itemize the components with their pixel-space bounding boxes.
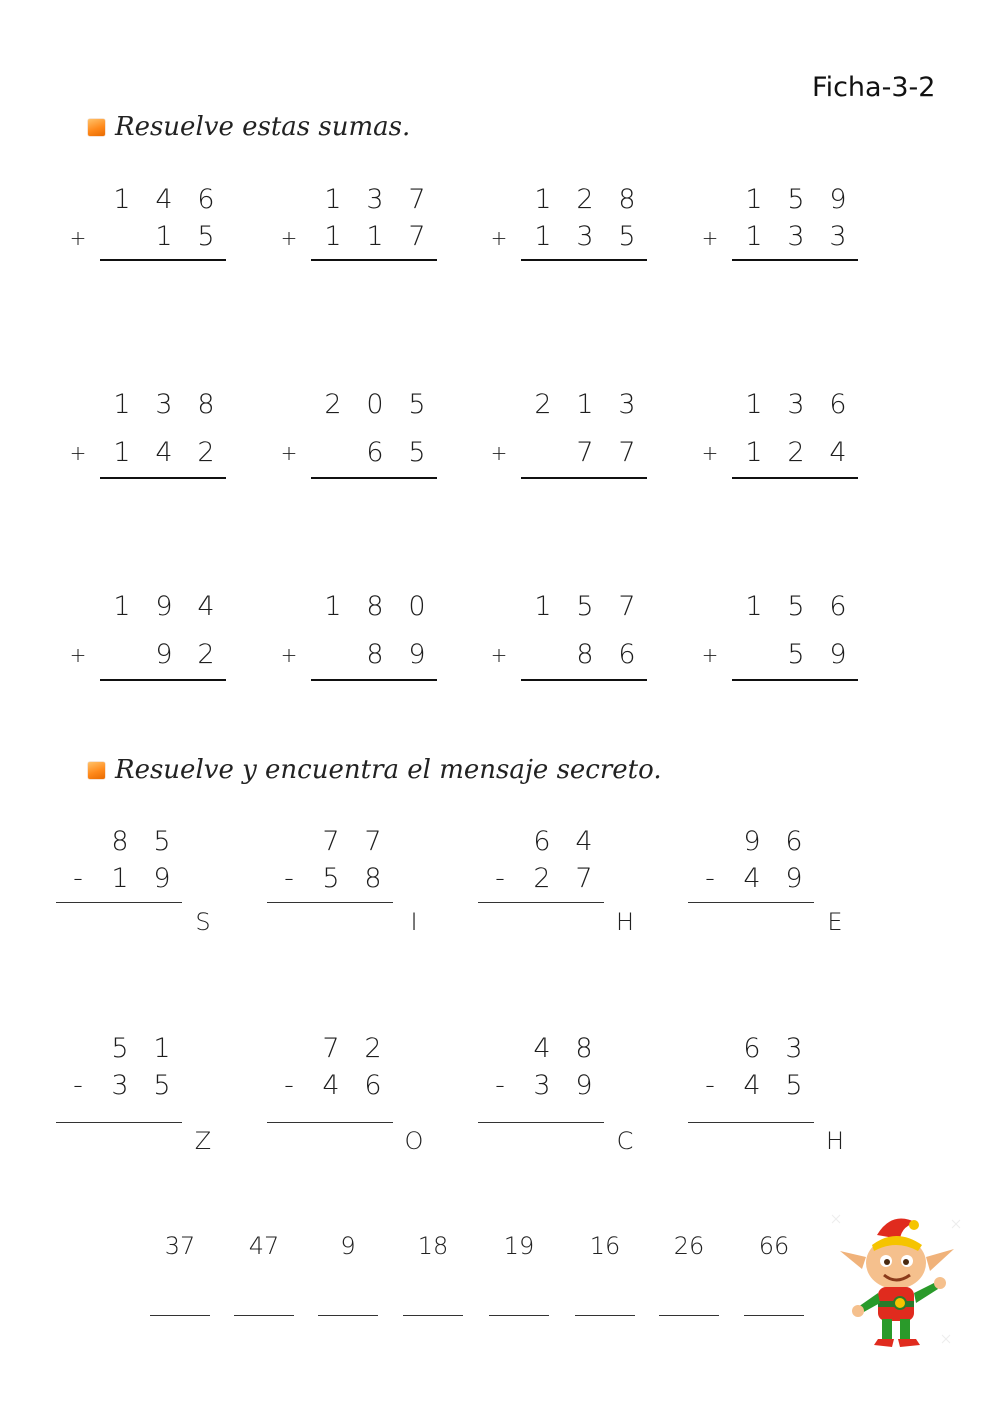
bottom-digit: 1 xyxy=(745,437,763,468)
bottom-digit: 9 xyxy=(153,863,171,894)
subtraction-problem xyxy=(478,1034,678,1164)
subtraction-line xyxy=(478,1122,604,1123)
plus-sign: + xyxy=(701,643,719,667)
plus-sign: + xyxy=(490,226,508,250)
top-digit: 1 xyxy=(745,184,763,215)
top-digit: 3 xyxy=(618,389,636,420)
answer-blank xyxy=(234,1315,294,1316)
code-letter: S xyxy=(195,908,211,936)
bottom-digit: 2 xyxy=(197,437,215,468)
bottom-digit: 5 xyxy=(408,437,426,468)
instruction-text: Resuelve estas sumas. xyxy=(115,112,411,142)
top-digit: 2 xyxy=(576,184,594,215)
addition-problem xyxy=(491,390,691,520)
elf-icon xyxy=(822,1205,972,1355)
subtraction-problem xyxy=(688,1034,888,1164)
bottom-digit: 4 xyxy=(322,1070,340,1101)
subtraction-problem xyxy=(267,827,467,957)
top-digit: 1 xyxy=(534,184,552,215)
code-letter: C xyxy=(616,1127,634,1155)
top-digit: 5 xyxy=(787,591,805,622)
code-letter: E xyxy=(827,908,843,936)
top-digit: 9 xyxy=(829,184,847,215)
subtraction-line xyxy=(267,902,393,903)
code-letter: H xyxy=(825,1127,845,1155)
addition-problem xyxy=(491,185,691,315)
bottom-digit: 9 xyxy=(829,639,847,670)
plus-sign: + xyxy=(701,226,719,250)
subtraction-line xyxy=(688,902,814,903)
top-digit: 1 xyxy=(113,184,131,215)
answer-blank xyxy=(150,1315,210,1316)
bottom-digit: 8 xyxy=(364,863,382,894)
plus-sign: + xyxy=(69,226,87,250)
minus-sign: - xyxy=(495,863,505,894)
bottom-digit: 7 xyxy=(408,221,426,252)
bottom-digit: 6 xyxy=(364,1070,382,1101)
top-digit: 5 xyxy=(153,826,171,857)
top-digit: 8 xyxy=(197,389,215,420)
plus-sign: + xyxy=(490,643,508,667)
code-number: 19 xyxy=(503,1232,535,1260)
subtraction-line xyxy=(688,1122,814,1123)
top-digit: 7 xyxy=(322,1033,340,1064)
bottom-digit: 2 xyxy=(787,437,805,468)
bottom-digit: 1 xyxy=(155,221,173,252)
bottom-digit: 3 xyxy=(787,221,805,252)
sum-line xyxy=(732,477,858,479)
bottom-digit: 7 xyxy=(576,437,594,468)
answer-blank xyxy=(575,1315,635,1316)
minus-sign: - xyxy=(495,1070,505,1101)
bottom-digit: 9 xyxy=(785,863,803,894)
bottom-digit: 5 xyxy=(787,639,805,670)
top-digit: 4 xyxy=(575,826,593,857)
bottom-digit: 7 xyxy=(618,437,636,468)
instruction-additions xyxy=(88,110,410,144)
top-digit: 7 xyxy=(364,826,382,857)
addition-problem xyxy=(491,592,691,722)
addition-problem xyxy=(281,390,481,520)
code-number: 18 xyxy=(417,1232,449,1260)
code-number: 26 xyxy=(673,1232,705,1260)
top-digit: 7 xyxy=(322,826,340,857)
top-digit: 0 xyxy=(408,591,426,622)
top-digit: 3 xyxy=(155,389,173,420)
top-digit: 1 xyxy=(324,184,342,215)
sum-line xyxy=(311,679,437,681)
top-digit: 7 xyxy=(618,591,636,622)
top-digit: 6 xyxy=(743,1033,761,1064)
top-digit: 6 xyxy=(533,826,551,857)
bottom-digit: 9 xyxy=(155,639,173,670)
top-digit: 8 xyxy=(366,591,384,622)
top-digit: 3 xyxy=(785,1033,803,1064)
top-digit: 1 xyxy=(745,389,763,420)
sum-line xyxy=(732,259,858,261)
answer-blank xyxy=(403,1315,463,1316)
plus-sign: + xyxy=(69,441,87,465)
subtraction-line xyxy=(267,1122,393,1123)
answer-blank xyxy=(318,1315,378,1316)
top-digit: 1 xyxy=(113,389,131,420)
addition-problem xyxy=(702,185,902,315)
top-digit: 3 xyxy=(787,389,805,420)
bottom-digit: 8 xyxy=(576,639,594,670)
top-digit: 9 xyxy=(155,591,173,622)
answer-blank xyxy=(744,1315,804,1316)
subtraction-problem xyxy=(56,1034,256,1164)
plus-sign: + xyxy=(701,441,719,465)
top-digit: 5 xyxy=(787,184,805,215)
bottom-digit: 3 xyxy=(533,1070,551,1101)
addition-problem xyxy=(702,592,902,722)
top-digit: 6 xyxy=(197,184,215,215)
bottom-digit: 1 xyxy=(111,863,129,894)
top-digit: 6 xyxy=(829,389,847,420)
plus-sign: + xyxy=(490,441,508,465)
bottom-digit: 5 xyxy=(153,1070,171,1101)
top-digit: 8 xyxy=(111,826,129,857)
top-digit: 1 xyxy=(534,591,552,622)
top-digit: 5 xyxy=(111,1033,129,1064)
top-digit: 8 xyxy=(575,1033,593,1064)
sum-line xyxy=(521,477,647,479)
bottom-digit: 4 xyxy=(743,1070,761,1101)
top-digit: 7 xyxy=(408,184,426,215)
answer-blank xyxy=(489,1315,549,1316)
bottom-digit: 5 xyxy=(785,1070,803,1101)
sheet-code: Ficha-3-2 xyxy=(812,72,936,103)
code-letter: Z xyxy=(194,1127,212,1155)
top-digit: 1 xyxy=(576,389,594,420)
subtraction-line xyxy=(478,902,604,903)
bottom-digit: 1 xyxy=(534,221,552,252)
bottom-digit: 3 xyxy=(829,221,847,252)
sum-line xyxy=(100,679,226,681)
instruction-subtractions xyxy=(88,753,662,787)
top-digit: 8 xyxy=(618,184,636,215)
bottom-digit: 4 xyxy=(829,437,847,468)
addition-problem xyxy=(70,390,270,520)
bottom-digit: 1 xyxy=(113,437,131,468)
plus-sign: + xyxy=(280,441,298,465)
top-digit: 1 xyxy=(324,591,342,622)
code-letter: I xyxy=(410,908,418,936)
sum-line xyxy=(311,477,437,479)
top-digit: 5 xyxy=(576,591,594,622)
plus-sign: + xyxy=(69,643,87,667)
bottom-digit: 5 xyxy=(322,863,340,894)
addition-problem xyxy=(70,185,270,315)
addition-problem xyxy=(281,592,481,722)
minus-sign: - xyxy=(73,863,83,894)
minus-sign: - xyxy=(73,1070,83,1101)
code-number: 47 xyxy=(248,1232,280,1260)
top-digit: 3 xyxy=(366,184,384,215)
code-letter: H xyxy=(615,908,635,936)
bottom-digit: 6 xyxy=(618,639,636,670)
code-number: 9 xyxy=(340,1232,356,1260)
addition-problem xyxy=(70,592,270,722)
top-digit: 2 xyxy=(324,389,342,420)
subtraction-problem xyxy=(267,1034,467,1164)
top-digit: 1 xyxy=(745,591,763,622)
bottom-digit: 7 xyxy=(575,863,593,894)
bottom-digit: 2 xyxy=(197,639,215,670)
minus-sign: - xyxy=(705,1070,715,1101)
bottom-digit: 5 xyxy=(618,221,636,252)
addition-problem xyxy=(281,185,481,315)
bottom-digit: 9 xyxy=(575,1070,593,1101)
top-digit: 2 xyxy=(534,389,552,420)
subtraction-problem xyxy=(56,827,256,957)
code-number: 16 xyxy=(589,1232,621,1260)
top-digit: 0 xyxy=(366,389,384,420)
bottom-digit: 4 xyxy=(743,863,761,894)
sum-line xyxy=(521,259,647,261)
subtraction-problem xyxy=(688,827,888,957)
sum-line xyxy=(732,679,858,681)
bottom-digit: 5 xyxy=(197,221,215,252)
top-digit: 1 xyxy=(113,591,131,622)
minus-sign: - xyxy=(284,863,294,894)
code-number: 66 xyxy=(758,1232,790,1260)
subtraction-line xyxy=(56,902,182,903)
code-letter: O xyxy=(404,1127,424,1155)
plus-sign: + xyxy=(280,226,298,250)
bottom-digit: 4 xyxy=(155,437,173,468)
sum-line xyxy=(311,259,437,261)
bottom-digit: 3 xyxy=(111,1070,129,1101)
plus-sign: + xyxy=(280,643,298,667)
top-digit: 4 xyxy=(533,1033,551,1064)
bottom-digit: 3 xyxy=(576,221,594,252)
bottom-digit: 1 xyxy=(745,221,763,252)
subtraction-problem xyxy=(478,827,678,957)
code-number: 37 xyxy=(164,1232,196,1260)
addition-problem xyxy=(702,390,902,520)
bottom-digit: 1 xyxy=(366,221,384,252)
instruction-text: Resuelve y encuentra el mensaje secreto. xyxy=(115,755,662,785)
top-digit: 5 xyxy=(408,389,426,420)
minus-sign: - xyxy=(705,863,715,894)
top-digit: 6 xyxy=(785,826,803,857)
square-bullet-icon xyxy=(88,762,105,779)
bottom-digit: 2 xyxy=(533,863,551,894)
top-digit: 2 xyxy=(364,1033,382,1064)
top-digit: 4 xyxy=(197,591,215,622)
top-digit: 4 xyxy=(155,184,173,215)
bottom-digit: 1 xyxy=(324,221,342,252)
subtraction-line xyxy=(56,1122,182,1123)
answer-blank xyxy=(659,1315,719,1316)
top-digit: 1 xyxy=(153,1033,171,1064)
bottom-digit: 9 xyxy=(408,639,426,670)
top-digit: 6 xyxy=(829,591,847,622)
square-bullet-icon xyxy=(88,119,105,136)
top-digit: 9 xyxy=(743,826,761,857)
bottom-digit: 8 xyxy=(366,639,384,670)
sum-line xyxy=(521,679,647,681)
sum-line xyxy=(100,477,226,479)
sum-line xyxy=(100,259,226,261)
minus-sign: - xyxy=(284,1070,294,1101)
bottom-digit: 6 xyxy=(366,437,384,468)
